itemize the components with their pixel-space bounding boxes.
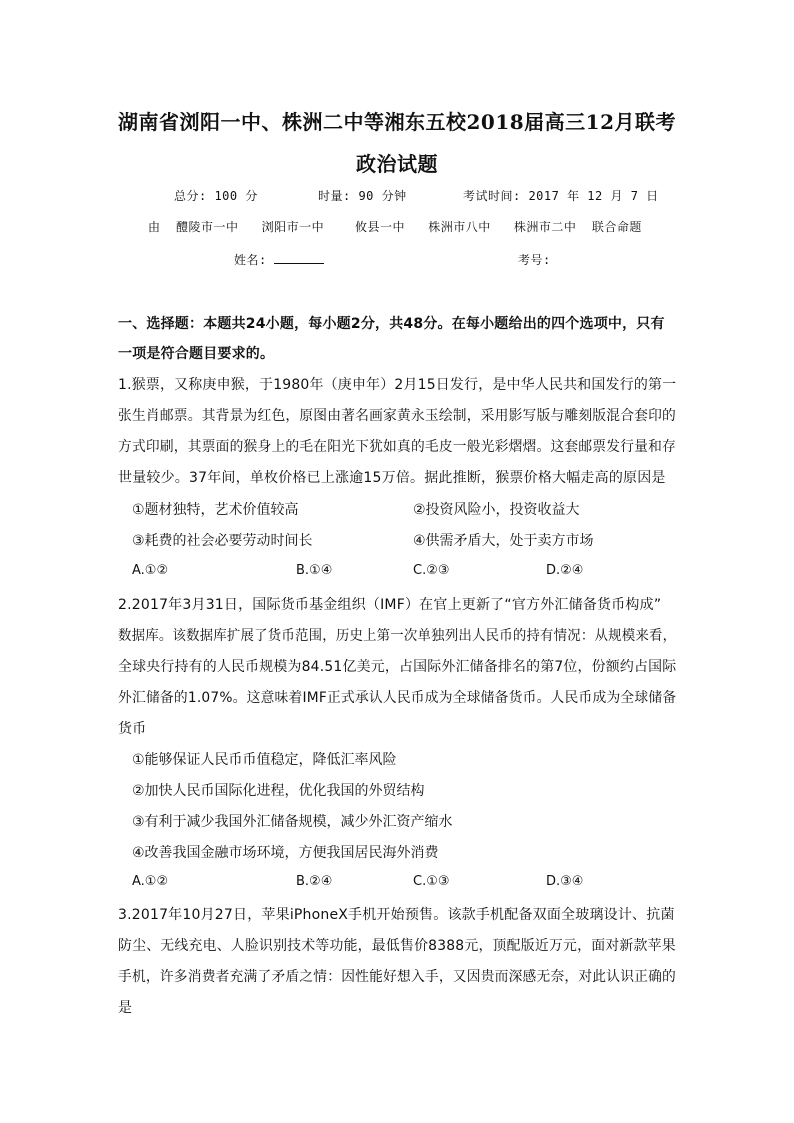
- section-heading-line2: 一项是符合题目要求的。: [118, 346, 275, 362]
- option-3: ③有利于减少我国外汇储备规模，减少外汇资产缩水: [132, 814, 453, 830]
- question-text-line: 防尘、无线充电、人脸识别技术等功能，最低售价8388元，顶配版近万元，面对新款苹果: [118, 938, 676, 954]
- choice-d: D.③④: [546, 874, 584, 889]
- question-text-line: 方式印刷，其票面的猴身上的毛在阳光下犹如真的毛皮一般光彩熠熠。这套邮票发行量和存: [118, 439, 676, 455]
- total-score: 总分: 100 分: [174, 189, 258, 203]
- option-1: ①能够保证人民币币值稳定，降低汇率风险: [132, 752, 397, 768]
- question-text-line: 外汇储备的1.07%。这意味着IMF正式承认人民币成为全球储备货币。人民币成为全球储备: [118, 690, 677, 706]
- option-3: ③耗费的社会必要劳动时间长: [132, 533, 313, 549]
- option-4: ④供需矛盾大，处于卖方市场: [413, 533, 594, 549]
- question-text-line: 全球央行持有的人民币规模为84.51亿美元，占国际外汇储备排名的第7位，份额约占国际: [118, 659, 677, 675]
- question-text-line: 3.2017年10月27日，苹果iPhoneX手机开始预售。该款手机配备双面全玻璃设计、抗菌: [118, 907, 675, 923]
- name-label: 姓名:: [234, 253, 267, 267]
- choice-b: B.②④: [296, 874, 333, 889]
- question-text-line: 1.猴票，又称庚申猴，于1980年（庚申年）2月15日发行，是中华人民共和国发行的第一: [118, 377, 677, 393]
- choice-a: A.①②: [132, 563, 169, 578]
- name-field: [234, 251, 324, 268]
- option-1: ①题材独特，艺术价值较高: [132, 502, 299, 518]
- choice-a: A.①②: [132, 874, 169, 889]
- question-text-line: 货币: [118, 721, 147, 737]
- question-text-line: 手机，许多消费者充满了矛盾之情：因性能好想入手，又因贵而深感无奈，对此认识正确的: [118, 969, 676, 985]
- question-text-line: 数据库。该数据库扩展了货币范围，历史上第一次单独列出人民币的持有情况：从规模来看，: [118, 628, 677, 644]
- exam-time: 考试时间: 2017 年 12 月 7 日: [463, 189, 659, 203]
- option-4: ④改善我国金融市场环境，方便我国居民海外消费: [132, 845, 439, 861]
- exam-number-label: 考号:: [518, 253, 551, 267]
- document-title-line1: 湖南省浏阳一中、株洲二中等湘东五校2018届高三12月联考: [118, 110, 676, 134]
- name-blank: [274, 251, 324, 264]
- section-heading-line1: 一、选择题：本题共24小题，每小题2分，共48分。在每小题给出的四个选项中，只有: [118, 316, 665, 332]
- question-text-line: 是: [118, 1000, 133, 1016]
- question-text-line: 世量较少。37年间，单枚价格已上涨逾15万倍。据此推断，猴票价格大幅走高的原因是: [118, 470, 666, 486]
- choice-c: C.②③: [413, 563, 450, 578]
- question-text-line: 张生肖邮票。其背景为红色，原图由著名画家黄永玉绘制，采用影写版与雕刻版混合套印的: [118, 408, 676, 424]
- choice-b: B.①④: [296, 563, 333, 578]
- option-2: ②加快人民币国际化进程，优化我国的外贸结构: [132, 783, 425, 799]
- co-authoring-schools: 由 醴陵市一中 浏阳市一中 攸县一中 株洲市八中 株洲市二中 联合命题: [148, 220, 642, 234]
- document-title-line2: 政治试题: [356, 152, 438, 176]
- option-2: ②投资风险小，投资收益大: [413, 502, 580, 518]
- question-text-line: 2.2017年3月31日，国际货币基金组织（IMF）在官上更新了“官方外汇储备货币构成”: [118, 597, 662, 613]
- choice-d: D.②④: [546, 563, 584, 578]
- time-limit: 时量: 90 分钟: [318, 189, 407, 203]
- choice-c: C.①③: [413, 874, 450, 889]
